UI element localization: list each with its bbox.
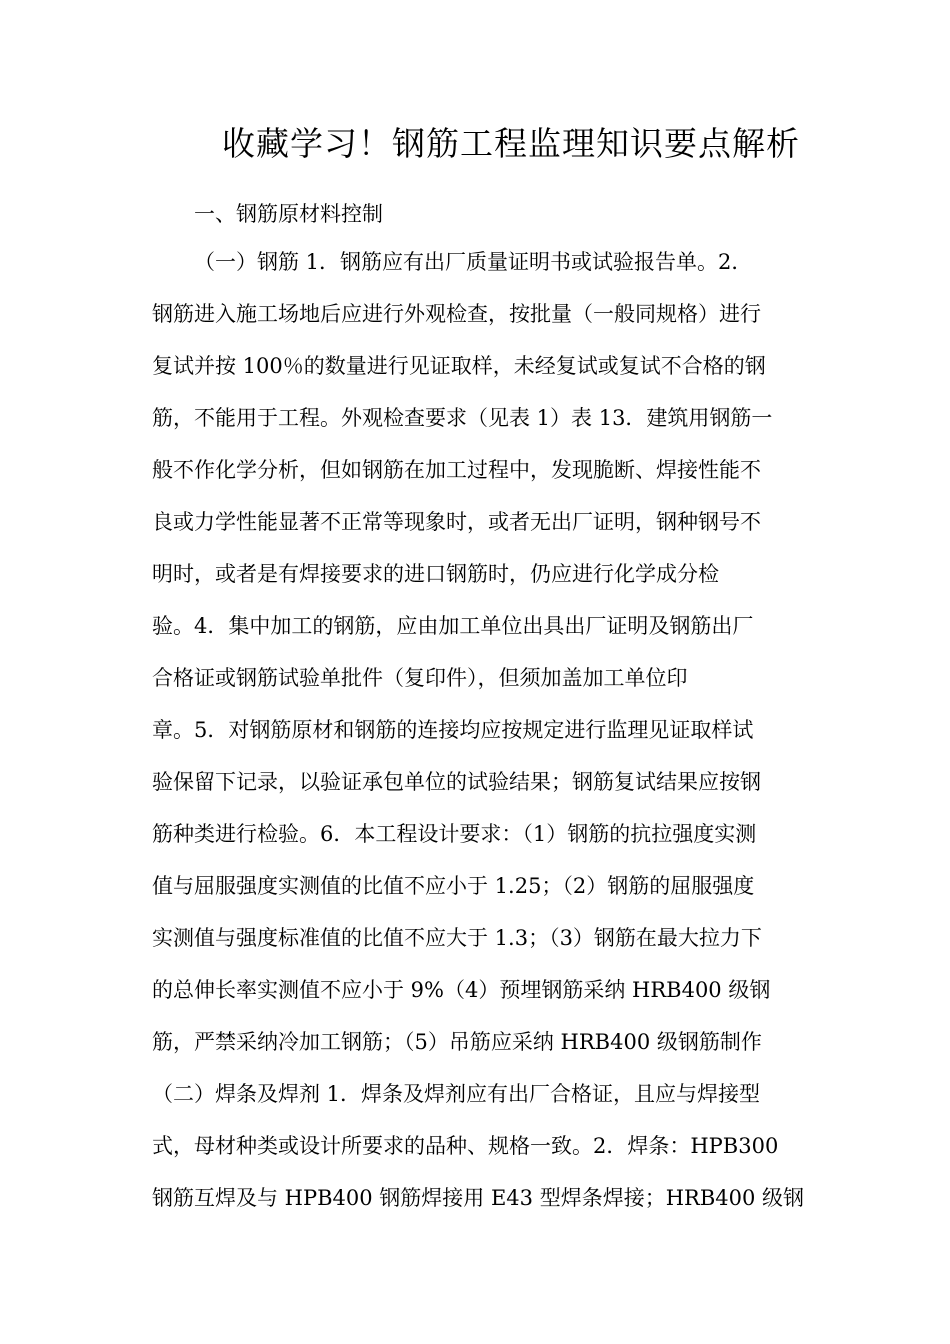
body-line: 验。4．集中加工的钢筋，应由加工单位出具出厂证明及钢筋出厂: [152, 614, 754, 638]
body-line: 筋，严禁采纳冷加工钢筋；（5）吊筋应采纳 HRB400 级钢筋制作: [152, 1030, 762, 1054]
body-line: 验保留下记录，以验证承包单位的试验结果；钢筋复试结果应按钢: [152, 770, 761, 794]
body-line: 式，母材种类或设计所要求的品种、规格一致。2．焊条：HPB300: [152, 1134, 779, 1158]
body-line: 值与屈服强度实测值的比值不应小于 1.25；（2）钢筋的屈服强度: [152, 874, 755, 898]
body-line: 合格证或钢筋试验单批件（复印件），但须加盖加工单位印: [152, 666, 688, 690]
body-line: 筋种类进行检验。6．本工程设计要求：（1）钢筋的抗拉强度实测: [152, 822, 757, 846]
body-line: 明时，或者是有焊接要求的进口钢筋时，仍应进行化学成分检: [152, 562, 719, 586]
body-line: 般不作化学分析，但如钢筋在加工过程中，发现脆断、焊接性能不: [152, 458, 761, 482]
body-line: 复试并按 100％的数量进行见证取样，未经复试或复试不合格的钢: [152, 354, 766, 378]
body-line: （二）焊条及焊剂 1．焊条及焊剂应有出厂合格证，且应与焊接型: [152, 1082, 761, 1106]
body-line: 实测值与强度标准值的比值不应大于 1.3；（3）钢筋在最大拉力下: [152, 926, 762, 950]
body-line: 筋，不能用于工程。外观检查要求（见表 1）表 13．建筑用钢筋一: [152, 406, 773, 430]
document-title: 收藏学习！钢筋工程监理知识要点解析: [222, 124, 800, 163]
body-line: 章。5．对钢筋原材和钢筋的连接均应按规定进行监理见证取样试: [152, 718, 754, 742]
section-heading: 一、钢筋原材料控制: [194, 202, 383, 226]
body-line: 钢筋互焊及与 HPB400 钢筋焊接用 E43 型焊条焊接；HRB400 级钢: [152, 1186, 805, 1210]
body-line: 钢筋进入施工场地后应进行外观检查，按批量（一般同规格）进行: [152, 302, 761, 326]
body-line: 良或力学性能显著不正常等现象时，或者无出厂证明，钢种钢号不: [152, 510, 761, 534]
body-line: （一）钢筋 1．钢筋应有出厂质量证明书或试验报告单。2．: [194, 250, 753, 274]
body-line: 的总伸长率实测值不应小于 9%（4）预埋钢筋采纳 HRB400 级钢: [152, 978, 771, 1002]
